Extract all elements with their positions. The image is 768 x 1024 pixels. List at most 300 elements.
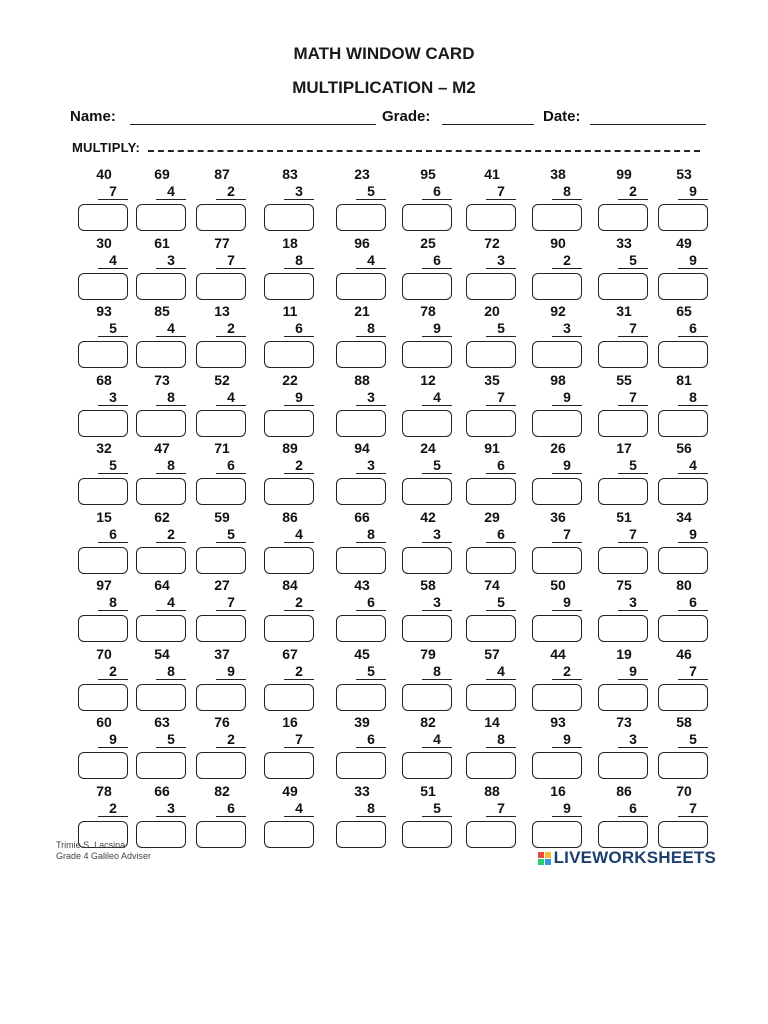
- answer-box[interactable]: [78, 615, 128, 642]
- answer-box[interactable]: [466, 752, 516, 779]
- problem-item: [598, 303, 650, 373]
- multiplicand: 60: [96, 714, 112, 730]
- multiplicand: 33: [616, 234, 632, 251]
- multiplier: 8: [356, 320, 386, 337]
- multiplier: 9: [284, 389, 314, 406]
- multiplicand: 56: [676, 440, 692, 456]
- author-role: Grade 4 Galileo Adviser: [56, 851, 152, 861]
- answer-box[interactable]: [598, 478, 648, 505]
- multiplier: 9: [98, 731, 128, 748]
- problem-item: [136, 372, 188, 442]
- problem-item: [466, 509, 518, 579]
- answer-box[interactable]: [532, 684, 582, 711]
- answer-box[interactable]: [264, 684, 314, 711]
- multiplicand: 13: [214, 303, 230, 319]
- answer-box[interactable]: [264, 341, 314, 368]
- answer-box[interactable]: [196, 204, 246, 231]
- multiplicand: 76: [214, 714, 230, 730]
- answer-box[interactable]: [336, 410, 386, 437]
- multiplier: 5: [422, 457, 452, 474]
- multiplicand: 78: [96, 782, 112, 799]
- answer-box[interactable]: [466, 204, 516, 231]
- multiplier: 7: [216, 594, 246, 611]
- problem-item: [336, 166, 388, 236]
- answer-box[interactable]: [264, 821, 314, 848]
- problem-item: [532, 235, 584, 305]
- multiplier: 8: [486, 731, 516, 748]
- multiplier: 8: [422, 663, 452, 680]
- multiplicand: 55: [616, 371, 632, 388]
- multiplier: 2: [98, 663, 128, 680]
- answer-box[interactable]: [658, 410, 708, 437]
- multiplier: 3: [284, 183, 314, 200]
- answer-box[interactable]: [598, 752, 648, 779]
- multiplicand: 73: [154, 371, 170, 388]
- multiplier: 7: [678, 800, 708, 817]
- multiplier: 6: [356, 731, 386, 748]
- multiplier: 6: [678, 320, 708, 337]
- multiplicand: 88: [354, 371, 370, 388]
- problem-item: [598, 509, 650, 579]
- multiplier: 8: [284, 252, 314, 269]
- multiplier: 9: [216, 663, 246, 680]
- multiplier: 3: [356, 389, 386, 406]
- problem-item: [196, 577, 248, 647]
- problem-item: [658, 783, 710, 853]
- multiplier: 6: [356, 594, 386, 611]
- problem-item: [336, 714, 388, 784]
- multiplier: 4: [422, 731, 452, 748]
- problem-item: [336, 372, 388, 442]
- problem-grid: [52, 166, 716, 856]
- answer-box[interactable]: [136, 684, 186, 711]
- multiplier: 2: [284, 457, 314, 474]
- answer-box[interactable]: [264, 615, 314, 642]
- problem-item: [466, 166, 518, 236]
- multiplicand: 17: [616, 440, 632, 456]
- multiplicand: 64: [154, 577, 170, 593]
- multiplier: 8: [156, 457, 186, 474]
- multiplier: 2: [284, 663, 314, 680]
- answer-box[interactable]: [598, 615, 648, 642]
- answer-box[interactable]: [196, 410, 246, 437]
- answer-box[interactable]: [532, 478, 582, 505]
- problem-item: [532, 303, 584, 373]
- multiplier: 7: [486, 183, 516, 200]
- multiplier: 2: [216, 183, 246, 200]
- answer-box[interactable]: [532, 273, 582, 300]
- answer-box[interactable]: [336, 821, 386, 848]
- answer-box[interactable]: [196, 273, 246, 300]
- multiplicand: 42: [420, 508, 436, 525]
- answer-box[interactable]: [402, 273, 452, 300]
- student-info-row: [70, 108, 710, 130]
- problem-item: [336, 509, 388, 579]
- problem-item: [598, 235, 650, 305]
- answer-box[interactable]: [598, 821, 648, 848]
- problem-item: [78, 509, 130, 579]
- problem-item: [598, 372, 650, 442]
- answer-box[interactable]: [336, 273, 386, 300]
- multiplicand: 34: [676, 508, 692, 525]
- problem-item: [658, 714, 710, 784]
- problem-item: [264, 235, 316, 305]
- multiplicand: 51: [420, 782, 436, 799]
- multiplier: 6: [422, 252, 452, 269]
- answer-box[interactable]: [78, 684, 128, 711]
- multiplicand: 75: [616, 577, 632, 593]
- multiplier: 8: [552, 183, 582, 200]
- problem-item: [336, 577, 388, 647]
- multiplicand: 26: [550, 440, 566, 456]
- multiplicand: 82: [214, 782, 230, 799]
- multiplicand: 45: [354, 645, 370, 662]
- multiplicand: 63: [154, 714, 170, 730]
- multiplicand: 84: [282, 577, 298, 593]
- multiplier: 6: [216, 800, 246, 817]
- problem-item: [598, 577, 650, 647]
- answer-box[interactable]: [78, 341, 128, 368]
- multiplicand: 71: [214, 440, 230, 456]
- answer-box[interactable]: [658, 752, 708, 779]
- answer-box[interactable]: [532, 204, 582, 231]
- multiplier: 5: [618, 252, 648, 269]
- problem-item: [466, 372, 518, 442]
- multiplier: 3: [552, 320, 582, 337]
- answer-box[interactable]: [466, 478, 516, 505]
- multiplier: 2: [618, 183, 648, 200]
- problem-item: [598, 714, 650, 784]
- problem-item: [532, 440, 584, 510]
- problem-item: [136, 577, 188, 647]
- problem-item: [264, 646, 316, 716]
- answer-box[interactable]: [658, 204, 708, 231]
- multiplier: 9: [678, 252, 708, 269]
- multiplier: 7: [486, 389, 516, 406]
- problem-item: [196, 440, 248, 510]
- multiplicand: 68: [96, 371, 112, 388]
- divider: [148, 150, 700, 152]
- multiplicand: 20: [484, 303, 500, 319]
- multiplicand: 72: [484, 234, 500, 251]
- brand-name: LIVEWORKSHEETS: [553, 848, 716, 867]
- multiplicand: 33: [354, 782, 370, 799]
- problem-item: [78, 646, 130, 716]
- multiplicand: 79: [420, 645, 436, 662]
- multiplicand: 96: [354, 234, 370, 251]
- answer-box[interactable]: [136, 752, 186, 779]
- answer-box[interactable]: [532, 410, 582, 437]
- multiplier: 7: [98, 183, 128, 200]
- answer-box[interactable]: [336, 204, 386, 231]
- grade-field[interactable]: [442, 124, 534, 125]
- answer-box[interactable]: [196, 821, 246, 848]
- multiplier: 3: [156, 252, 186, 269]
- multiplier: 5: [486, 594, 516, 611]
- problem-item: [336, 235, 388, 305]
- multiplier: 5: [486, 320, 516, 337]
- answer-box[interactable]: [658, 273, 708, 300]
- answer-box[interactable]: [466, 273, 516, 300]
- answer-box[interactable]: [598, 204, 648, 231]
- multiplier: 6: [284, 320, 314, 337]
- problem-item: [196, 372, 248, 442]
- multiplicand: 90: [550, 234, 566, 251]
- answer-box[interactable]: [658, 821, 708, 848]
- multiplier: 4: [156, 594, 186, 611]
- answer-box[interactable]: [78, 273, 128, 300]
- answer-box[interactable]: [466, 410, 516, 437]
- problem-item: [658, 577, 710, 647]
- answer-box[interactable]: [136, 204, 186, 231]
- problem-item: [196, 166, 248, 236]
- answer-box[interactable]: [532, 821, 582, 848]
- problem-item: [466, 235, 518, 305]
- multiplicand: 38: [550, 166, 566, 182]
- multiplier: 2: [552, 663, 582, 680]
- multiplicand: 47: [154, 440, 170, 456]
- multiplier: 2: [552, 252, 582, 269]
- multiplier: 3: [356, 457, 386, 474]
- answer-box[interactable]: [336, 478, 386, 505]
- multiplier: 2: [284, 594, 314, 611]
- answer-box[interactable]: [658, 478, 708, 505]
- answer-box[interactable]: [402, 821, 452, 848]
- problem-item: [264, 509, 316, 579]
- answer-box[interactable]: [466, 684, 516, 711]
- problem-item: [196, 509, 248, 579]
- answer-box[interactable]: [598, 273, 648, 300]
- answer-box[interactable]: [196, 341, 246, 368]
- worksheet-subtitle: MULTIPLICATION – M2: [292, 78, 476, 97]
- multiplicand: 66: [354, 508, 370, 525]
- multiplier: 7: [618, 389, 648, 406]
- multiplicand: 97: [96, 577, 112, 593]
- problem-item: [264, 783, 316, 853]
- multiplicand: 67: [282, 645, 298, 662]
- answer-box[interactable]: [598, 684, 648, 711]
- multiplier: 3: [618, 594, 648, 611]
- multiplier: 3: [486, 252, 516, 269]
- answer-box[interactable]: [466, 547, 516, 574]
- answer-box[interactable]: [532, 341, 582, 368]
- multiplicand: 36: [550, 508, 566, 525]
- multiplicand: 99: [616, 166, 632, 182]
- multiplicand: 85: [154, 303, 170, 319]
- answer-box[interactable]: [658, 547, 708, 574]
- answer-box[interactable]: [78, 547, 128, 574]
- problem-item: [532, 509, 584, 579]
- multiplicand: 23: [354, 166, 370, 182]
- multiplicand: 58: [420, 577, 436, 593]
- multiplicand: 86: [282, 508, 298, 525]
- answer-box[interactable]: [136, 615, 186, 642]
- multiplicand: 39: [354, 714, 370, 730]
- answer-box[interactable]: [466, 821, 516, 848]
- multiplicand: 52: [214, 371, 230, 388]
- answer-box[interactable]: [658, 684, 708, 711]
- multiplicand: 95: [420, 166, 436, 182]
- answer-box[interactable]: [532, 615, 582, 642]
- answer-box[interactable]: [336, 547, 386, 574]
- multiplicand: 49: [282, 782, 298, 799]
- answer-box[interactable]: [598, 410, 648, 437]
- problem-item: [136, 646, 188, 716]
- author-credit: [56, 840, 151, 862]
- answer-box[interactable]: [78, 752, 128, 779]
- problem-item: [78, 303, 130, 373]
- problem-item: [264, 166, 316, 236]
- problem-item: [532, 166, 584, 236]
- multiplier: 4: [284, 800, 314, 817]
- multiplicand: 74: [484, 577, 500, 593]
- multiplicand: 31: [616, 303, 632, 319]
- multiplier: 3: [618, 731, 648, 748]
- multiplicand: 70: [96, 645, 112, 662]
- multiplier: 7: [678, 663, 708, 680]
- multiplicand: 19: [616, 645, 632, 662]
- answer-box[interactable]: [658, 341, 708, 368]
- date-label: Date:: [543, 108, 581, 125]
- answer-box[interactable]: [598, 547, 648, 574]
- answer-box[interactable]: [336, 341, 386, 368]
- answer-box[interactable]: [136, 410, 186, 437]
- multiplicand: 54: [154, 645, 170, 662]
- answer-box[interactable]: [598, 341, 648, 368]
- answer-box[interactable]: [196, 752, 246, 779]
- answer-box[interactable]: [402, 547, 452, 574]
- multiplicand: 89: [282, 440, 298, 456]
- multiplicand: 43: [354, 577, 370, 593]
- answer-box[interactable]: [402, 752, 452, 779]
- answer-box[interactable]: [264, 273, 314, 300]
- multiplier: 9: [552, 594, 582, 611]
- answer-box[interactable]: [402, 684, 452, 711]
- multiplier: 6: [486, 457, 516, 474]
- multiplier: 9: [552, 800, 582, 817]
- multiplier: 4: [98, 252, 128, 269]
- answer-box[interactable]: [658, 615, 708, 642]
- multiplicand: 83: [282, 166, 298, 182]
- answer-box[interactable]: [532, 547, 582, 574]
- multiplier: 5: [156, 731, 186, 748]
- worksheet-title: MATH WINDOW CARD: [293, 44, 475, 63]
- problem-item: [264, 440, 316, 510]
- problem-item: [658, 166, 710, 236]
- problem-item: [136, 235, 188, 305]
- answer-box[interactable]: [196, 684, 246, 711]
- multiplicand: 37: [214, 645, 230, 662]
- problem-item: [196, 714, 248, 784]
- answer-box[interactable]: [402, 615, 452, 642]
- answer-box[interactable]: [78, 478, 128, 505]
- problem-item: [466, 714, 518, 784]
- answer-box[interactable]: [136, 273, 186, 300]
- answer-box[interactable]: [466, 341, 516, 368]
- problem-item: [196, 783, 248, 853]
- problem-item: [658, 646, 710, 716]
- problem-item: [196, 646, 248, 716]
- multiplier: 4: [156, 183, 186, 200]
- answer-box[interactable]: [264, 204, 314, 231]
- multiplicand: 12: [420, 371, 436, 388]
- answer-box[interactable]: [78, 410, 128, 437]
- problem-item: [196, 235, 248, 305]
- problem-item: [658, 303, 710, 373]
- multiplicand: 49: [676, 234, 692, 251]
- answer-box[interactable]: [402, 341, 452, 368]
- answer-box[interactable]: [136, 547, 186, 574]
- problem-item: [658, 440, 710, 510]
- answer-box[interactable]: [196, 615, 246, 642]
- multiplier: 4: [356, 252, 386, 269]
- multiplier: 3: [156, 800, 186, 817]
- answer-box[interactable]: [136, 478, 186, 505]
- answer-box[interactable]: [336, 615, 386, 642]
- answer-box[interactable]: [196, 478, 246, 505]
- multiplicand: 46: [676, 645, 692, 662]
- answer-box[interactable]: [264, 547, 314, 574]
- name-field[interactable]: [130, 124, 376, 125]
- multiplier: 5: [678, 731, 708, 748]
- multiplicand: 44: [550, 645, 566, 662]
- problem-item: [336, 783, 388, 853]
- problem-item: [532, 577, 584, 647]
- name-label: Name:: [70, 108, 116, 125]
- multiplier: 9: [552, 457, 582, 474]
- answer-box[interactable]: [532, 752, 582, 779]
- problem-item: [264, 714, 316, 784]
- answer-box[interactable]: [402, 478, 452, 505]
- answer-box[interactable]: [402, 204, 452, 231]
- multiplicand: 77: [214, 234, 230, 251]
- answer-box[interactable]: [336, 684, 386, 711]
- answer-box[interactable]: [136, 341, 186, 368]
- problem-item: [78, 440, 130, 510]
- answer-box[interactable]: [402, 410, 452, 437]
- multiplier: 4: [156, 320, 186, 337]
- multiplier: 3: [98, 389, 128, 406]
- multiplicand: 22: [282, 371, 298, 388]
- multiplier: 5: [98, 457, 128, 474]
- problem-item: [658, 509, 710, 579]
- problem-item: [136, 166, 188, 236]
- multiplicand: 80: [676, 577, 692, 593]
- answer-box[interactable]: [196, 547, 246, 574]
- problem-item: [264, 372, 316, 442]
- liveworksheets-icon: [538, 852, 551, 865]
- problem-item: [136, 509, 188, 579]
- multiplicand: 32: [96, 440, 112, 456]
- problem-item: [196, 303, 248, 373]
- problem-item: [402, 166, 454, 236]
- answer-box[interactable]: [466, 615, 516, 642]
- multiplicand: 59: [214, 508, 230, 525]
- answer-box[interactable]: [264, 410, 314, 437]
- problem-item: [136, 440, 188, 510]
- date-field[interactable]: [590, 124, 706, 125]
- multiplicand: 70: [676, 782, 692, 799]
- answer-box[interactable]: [264, 478, 314, 505]
- problem-item: [402, 372, 454, 442]
- multiplicand: 21: [354, 303, 370, 319]
- answer-box[interactable]: [78, 204, 128, 231]
- worksheet: [52, 28, 716, 874]
- answer-box[interactable]: [336, 752, 386, 779]
- multiplier: 6: [98, 526, 128, 543]
- answer-box[interactable]: [264, 752, 314, 779]
- multiplicand: 92: [550, 303, 566, 319]
